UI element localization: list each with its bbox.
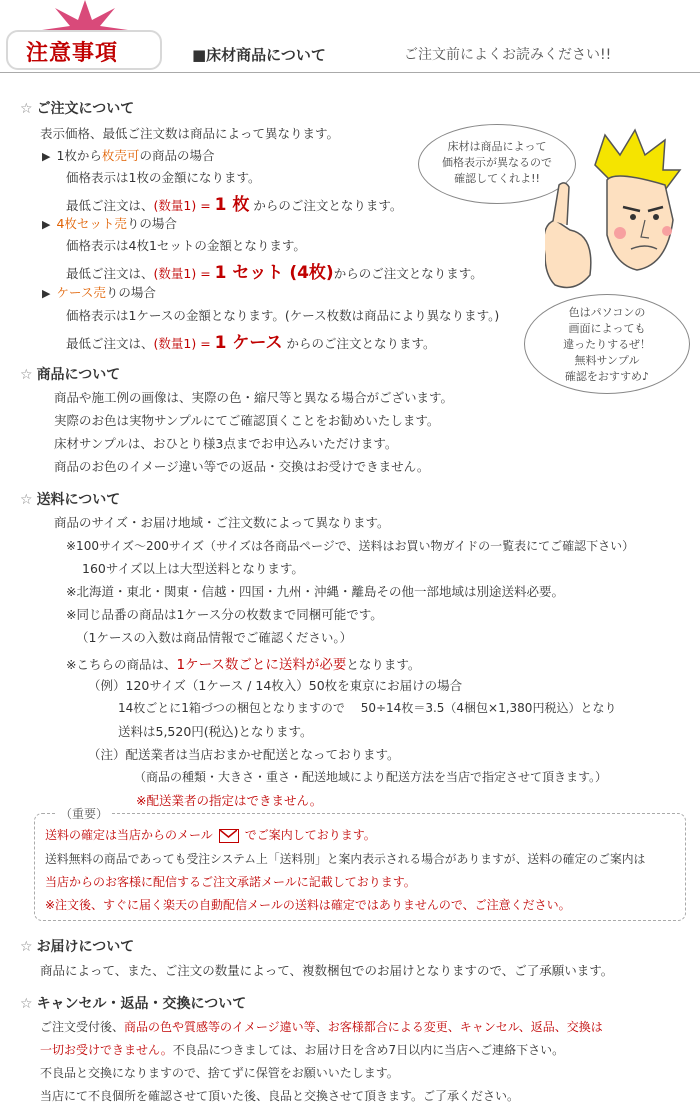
order-title-text: ご注文について <box>36 101 135 117</box>
notice-line: 送料無料の商品であっても受注システム上「送料別」と案内表示される場合がありますが、送料の確定のご案内は <box>45 852 646 866</box>
bubble-line: 無料サンプル <box>574 354 640 367</box>
star-bullet-icon: ☆ <box>20 939 33 955</box>
cancel-text: 、 <box>315 1020 328 1034</box>
bubble-line: 違ったりするぜ！ <box>563 338 651 351</box>
shipping-example: 14枚ごとに1箱づつの梱包となりますので 50÷14枚＝3.5（4梱包×1,380円税込）となり <box>118 701 617 715</box>
lead-text: りの場合 <box>105 285 156 300</box>
shipping-note: ※100サイズ～200サイズ（サイズは各商品ページで、送料はお買い物ガイドの一覧表にてご確認下さい） <box>66 539 635 553</box>
shipping-note: ※北海道・東北・関東・信越・四国・九州・沖縄・離島その他一部地域は別途送料必要。 <box>66 584 564 599</box>
cancel-section-title <box>20 993 246 1013</box>
order-item-desc: 価格表示は1枚の金額になります。 <box>66 170 261 185</box>
order-item-min <box>66 258 483 283</box>
cancel-highlight: お客様都合による変更、キャンセル、返品、交換は <box>327 1020 603 1034</box>
note-text: となります。 <box>346 657 421 672</box>
triangle-bullet-icon: ▶ <box>42 150 51 163</box>
order-item-desc: 価格表示は4枚1セットの金額となります。 <box>66 238 306 253</box>
bubble-line: 床材は商品によって <box>447 140 547 153</box>
delivery-line: 商品によって、また、ご注文の数量によって、複数梱包でのお届けとなりますので、ご了承願います。 <box>40 963 614 978</box>
min-text: 最低ご注文は、 <box>66 336 154 351</box>
cancel-text: 不良品につきましては、お届け日を含め7日以内に当店へご連絡下さい。 <box>172 1043 565 1057</box>
bubble-line: 確認してくれよ!! <box>454 172 540 185</box>
min-text: からのご注文となります。 <box>253 198 403 213</box>
note-text: ※こちらの商品は、 <box>66 657 177 672</box>
star-bullet-icon: ☆ <box>20 367 33 383</box>
order-section-title <box>20 98 134 118</box>
cancel-title-text: キャンセル・返品・交換について <box>36 996 247 1012</box>
bubble-line: 画面によっても <box>568 322 646 335</box>
shipping-example: 送料は5,520円(税込)となります。 <box>118 724 313 739</box>
lead-text: りの場合 <box>126 216 177 231</box>
shipping-note: 160サイズ以上は大型送料となります。 <box>82 561 304 576</box>
min-unit: 1 セット (4枚) <box>214 263 334 283</box>
shipping-section-title <box>20 489 120 509</box>
product-line: 商品や施工例の画像は、実際の色・縮尺等と異なる場合がございます。 <box>54 390 454 405</box>
min-text: からのご注文となります。 <box>286 336 436 351</box>
lead-highlight: ケース売 <box>56 285 106 300</box>
header-divider <box>0 72 700 73</box>
triangle-bullet-icon: ▶ <box>42 287 51 300</box>
cancel-line: 当店にて不良個所を確認させて頂いた後、良品と交換させて頂きます。ご了承ください。 <box>40 1089 520 1103</box>
cancel-line <box>40 1041 564 1058</box>
order-item-min <box>66 190 402 215</box>
shipping-example <box>88 676 462 694</box>
shipping-note-highlight <box>66 653 420 673</box>
shipping-note: ※同じ品番の商品は1ケース分の枚数まで同梱可能です。 <box>66 607 383 622</box>
shipping-caution-strong: ※配送業者の指定はできません。 <box>136 793 323 808</box>
min-unit: 1 ケース <box>214 333 283 353</box>
shipping-caution: （商品の種類・大きさ・重さ・配送地域により配送方法を当店で指定させて頂きます。） <box>134 770 608 784</box>
caution-badge-text: 注意事項 <box>26 41 119 66</box>
order-item-lead <box>42 146 214 164</box>
note-highlight: 1ケース数ごとに送料が必要 <box>176 657 347 673</box>
header-subtitle: ご注文前によくお読みください!! <box>404 47 612 63</box>
star-bullet-icon: ☆ <box>20 996 33 1012</box>
shipping-caution <box>88 745 400 763</box>
lead-text: の商品の場合 <box>139 148 215 163</box>
star-bullet-icon: ☆ <box>20 101 33 117</box>
product-line: 床材サンプルは、おひとり様3点までお申込みいただけます。 <box>54 436 398 451</box>
product-line: 商品のお色のイメージ違い等での返品・交換はお受けできません。 <box>54 459 430 474</box>
product-line: 実際のお色は実物サンプルにてご確認頂くことをお勧めいたします。 <box>54 413 440 428</box>
lead-text: 1枚から <box>56 148 102 163</box>
header-title: ■床材商品について <box>192 46 326 64</box>
cancel-line <box>40 1018 603 1035</box>
example-text: 120サイズ（1ケース / 14枚入）50枚を東京にお届けの場合 <box>125 678 463 693</box>
cancel-highlight: 商品の色や質感等のイメージ違い等 <box>124 1020 316 1034</box>
caution-label: （注） <box>88 747 126 762</box>
example-label: （例） <box>88 678 126 693</box>
mail-icon <box>219 829 239 843</box>
shipping-intro: 商品のサイズ・お届け地域・ご注文数によって異なります。 <box>54 515 390 530</box>
min-qty: (数量1) = <box>153 336 215 351</box>
shipping-note: （1ケースの入数は商品情報でご確認ください。） <box>76 630 353 645</box>
min-unit: 1 枚 <box>214 195 250 215</box>
notice-line: ※注文後、すぐに届く楽天の自動配信メールの送料は確定ではありませんので、ご注意ください。 <box>45 898 571 912</box>
notice-text: 送料の確定は当店からのメール <box>45 828 213 842</box>
order-item-lead <box>42 214 177 232</box>
min-qty: (数量1) = <box>153 266 215 281</box>
min-text: 最低ご注文は、 <box>66 198 154 213</box>
bubble-line: 確認をおすすめ♪ <box>564 370 650 383</box>
triangle-bullet-icon: ▶ <box>42 218 51 231</box>
delivery-title-text: お届けについて <box>36 939 135 955</box>
star-bullet-icon: ☆ <box>20 492 33 508</box>
order-intro: 表示価格、最低ご注文数は商品によって異なります。 <box>40 126 340 141</box>
speech-bubble-bottom <box>524 294 690 394</box>
lead-highlight: 4枚セット売 <box>56 216 127 231</box>
delivery-section-title <box>20 936 134 956</box>
important-notice-box <box>34 807 686 921</box>
notice-text: でご案内しております。 <box>244 828 376 842</box>
lead-highlight: 枚売可 <box>101 148 140 163</box>
caution-text: 配送業者は当店おまかせ配送となっております。 <box>125 747 400 762</box>
mascot-character-icon <box>545 125 685 295</box>
product-title-text: 商品について <box>36 367 121 383</box>
order-item-desc: 価格表示は1ケースの金額となります。(ケース枚数は商品により異なります。) <box>66 308 500 323</box>
min-text: からのご注文となります。 <box>333 266 483 281</box>
shipping-title-text: 送料について <box>36 492 121 508</box>
bubble-line: 色はパソコンの <box>568 306 646 319</box>
notice-line: 当店からのお客様に配信するご注文承諾メールに記載しております。 <box>45 875 416 889</box>
min-qty: (数量1) = <box>153 198 215 213</box>
bubble-line: 価格表示が異なるので <box>442 156 552 169</box>
notice-line <box>45 826 376 843</box>
caution-badge <box>6 30 162 70</box>
cancel-line: 不良品と交換になりますので、捨てずに保管をお願いいたします。 <box>40 1066 399 1080</box>
min-text: 最低ご注文は、 <box>66 266 154 281</box>
order-item-lead <box>42 283 156 301</box>
notice-label: （重要） <box>57 805 111 822</box>
cancel-highlight: 一切お受けできません。 <box>40 1043 173 1057</box>
order-item-min <box>66 328 436 353</box>
cancel-text: ご注文受付後、 <box>40 1020 125 1034</box>
product-section-title <box>20 364 120 384</box>
